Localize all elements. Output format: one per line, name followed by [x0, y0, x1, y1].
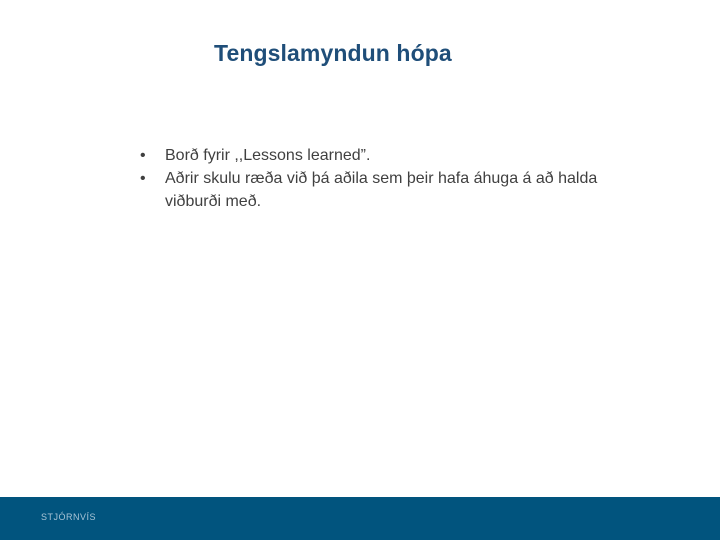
bullet-item — [140, 167, 620, 213]
bullet-dot-icon: • — [140, 170, 146, 187]
bullet-list — [140, 144, 620, 213]
bullet-text: Aðrir skulu ræða við þá aðila sem þeir hafa áhuga á að halda viðburði með. — [165, 170, 598, 210]
bullet-text: Borð fyrir ,,Lessons learned”. — [165, 147, 371, 164]
bullet-item — [140, 144, 620, 167]
footer-logo: STJÓRNVÍS — [41, 512, 97, 522]
slide-title: Tengslamyndun hópa — [214, 40, 452, 66]
bullet-dot-icon: • — [140, 147, 146, 164]
footer-bar — [0, 497, 720, 540]
